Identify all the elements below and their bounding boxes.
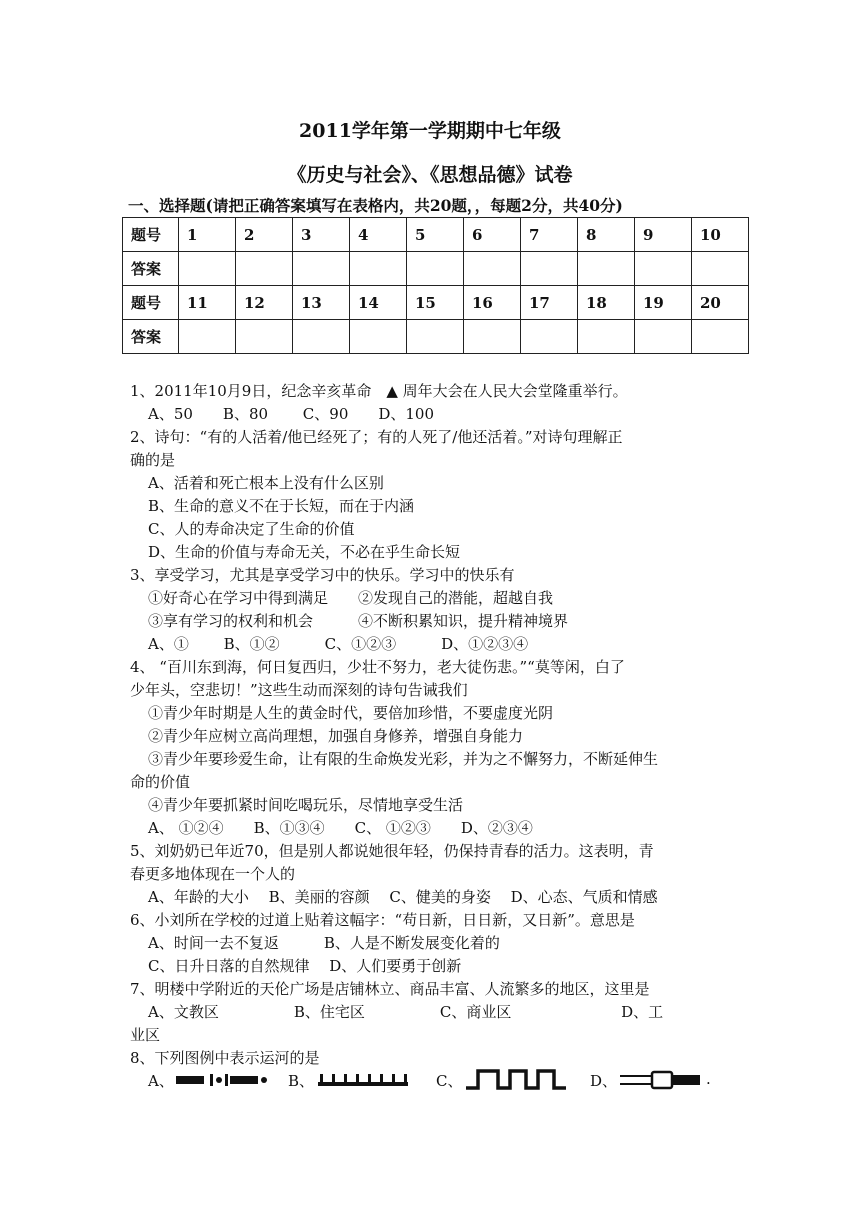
question-number-cell: 1 xyxy=(179,218,236,252)
question-number-cell: 15 xyxy=(407,286,464,320)
question-number-cell: 14 xyxy=(350,286,407,320)
question-number-row xyxy=(123,286,749,320)
answer-cell[interactable] xyxy=(236,320,293,354)
option-line: B、生命的意义不在于长短，而在于内涵 xyxy=(148,497,415,515)
question-number-cell: 11 xyxy=(179,286,236,320)
question-number-cell: 19 xyxy=(635,286,692,320)
answer-cell[interactable] xyxy=(179,252,236,286)
question-number-cell: 12 xyxy=(236,286,293,320)
answer-row xyxy=(123,320,749,354)
answer-cell[interactable] xyxy=(521,252,578,286)
question-line: 5、刘奶奶已年近70，但是别人都说她很年轻，仍保持青春的活力。这表明，青 xyxy=(130,842,654,860)
question-number-cell: 17 xyxy=(521,286,578,320)
statement-line: ②青少年应树立高尚理想，加强自身修养，增强自身能力 xyxy=(148,727,524,745)
question-number-cell: 6 xyxy=(464,218,521,252)
question-line: 2、诗句：“有的人活着/他已经死了；有的人死了/他还活着。”对诗句理解正 xyxy=(130,428,623,446)
exam-title-line1: 2011学年第一学期期中七年级 xyxy=(299,120,561,142)
question-number-cell: 2 xyxy=(236,218,293,252)
legend-option-c xyxy=(436,1066,576,1094)
option-line: A、文教区 B、住宅区 C、商业区 D、工 xyxy=(148,1003,664,1021)
row-label-answer: 答案 xyxy=(123,320,179,354)
answer-row xyxy=(123,252,749,286)
question-number-cell: 7 xyxy=(521,218,578,252)
answer-cell[interactable] xyxy=(692,320,749,354)
option-line: C、人的寿命决定了生命的价值 xyxy=(148,520,355,538)
question-number-cell: 13 xyxy=(293,286,350,320)
statement-line: ①青少年时期是人生的黄金时代，要倍加珍惜，不要虚度光阴 xyxy=(148,704,554,722)
option-line: A、① B、①② C、①②③ D、①②③④ xyxy=(148,635,529,653)
question-number-cell: 5 xyxy=(407,218,464,252)
row-label-question: 题号 xyxy=(123,286,179,320)
question-number-cell: 8 xyxy=(578,218,635,252)
statement-line: ③青少年要珍爱生命，让有限的生命焕发光彩，并为之不懈努力，不断延伸生 xyxy=(148,750,659,768)
question-line: 6、小刘所在学校的过道上贴着这幅字：“苟日新，日日新，又日新”。意思是 xyxy=(130,911,635,929)
statement-line: ④青少年要抓紧时间吃喝玩乐，尽情地享受生活 xyxy=(148,796,464,814)
answer-cell[interactable] xyxy=(407,320,464,354)
question-line: 少年头，空悲切！”这些生动而深刻的诗句告诫我们 xyxy=(130,681,468,699)
great-wall-symbol-icon xyxy=(464,1066,574,1094)
legend-label-c: C、 xyxy=(436,1072,463,1090)
answer-cell[interactable] xyxy=(578,252,635,286)
statement-line: ①好奇心在学习中得到满足 ②发现自己的潜能，超越自我 xyxy=(148,589,554,607)
question-line: 确的是 xyxy=(130,451,176,469)
legend-label-a: A、 xyxy=(148,1072,174,1090)
question-number-cell: 9 xyxy=(635,218,692,252)
answer-cell[interactable] xyxy=(464,320,521,354)
answer-cell[interactable] xyxy=(578,320,635,354)
boundary-line-symbol-icon xyxy=(316,1066,412,1094)
answer-cell[interactable] xyxy=(635,252,692,286)
legend-option-d xyxy=(590,1066,730,1094)
answer-cell[interactable] xyxy=(350,252,407,286)
option-line: C、日升日落的自然规律 D、人们要勇于创新 xyxy=(148,957,462,975)
statement-line: ③享有学习的权利和机会 ④不断积累知识，提升精神境界 xyxy=(148,612,569,630)
canal-lock-symbol-icon xyxy=(618,1066,714,1094)
answer-cell[interactable] xyxy=(464,252,521,286)
row-label-answer: 答案 xyxy=(123,252,179,286)
railway-symbol-icon xyxy=(174,1066,274,1094)
answer-cell[interactable] xyxy=(293,320,350,354)
legend-option-a xyxy=(148,1066,278,1094)
option-line: 业区 xyxy=(130,1026,161,1044)
answer-cell[interactable] xyxy=(293,252,350,286)
exam-title-line2: 《历史与社会》、《思想品德》试卷 xyxy=(287,164,573,186)
question-line: 春更多地体现在一个人的 xyxy=(130,865,296,883)
option-line: A、时间一去不复返 B、人是不断发展变化着的 xyxy=(148,934,500,952)
section-heading: 一、选择题(请把正确答案填写在表格内，共20题，，每题2分，共40分) xyxy=(128,196,623,215)
legend-label-d: D、 xyxy=(590,1072,618,1090)
row-label-question: 题号 xyxy=(123,218,179,252)
option-line: D、生命的价值与寿命无关，不必在乎生命长短 xyxy=(148,543,461,561)
option-line: A、活着和死亡根本上没有什么区别 xyxy=(148,474,384,492)
question-number-row xyxy=(123,218,749,252)
option-line: A、50 B、80 C、90 D、100 xyxy=(148,405,435,423)
question-number-cell: 3 xyxy=(293,218,350,252)
question-number-cell: 20 xyxy=(692,286,749,320)
statement-line: 命的价值 xyxy=(130,773,191,791)
answer-cell[interactable] xyxy=(179,320,236,354)
answer-cell[interactable] xyxy=(407,252,464,286)
question-number-cell: 16 xyxy=(464,286,521,320)
answer-cell[interactable] xyxy=(236,252,293,286)
legend-trailing-period: . xyxy=(706,1070,711,1088)
question-line: 8、下列图例中表示运河的是 xyxy=(130,1049,320,1067)
option-line: A、 ①②④ B、①③④ C、 ①②③ D、②③④ xyxy=(148,819,533,837)
answer-cell[interactable] xyxy=(692,252,749,286)
legend-label-b: B、 xyxy=(288,1072,315,1090)
legend-option-b xyxy=(288,1066,418,1094)
answer-cell[interactable] xyxy=(350,320,407,354)
option-line: A、年龄的大小 B、美丽的容颜 C、健美的身姿 D、心态、气质和情感 xyxy=(148,888,658,906)
question-line: 1、2011年10月9日，纪念辛亥革命 ▲ 周年大会在人民大会堂隆重举行。 xyxy=(130,382,628,400)
question-number-cell: 4 xyxy=(350,218,407,252)
answer-table xyxy=(122,217,749,354)
question-line: 3、享受学习，尤其是享受学习中的快乐。学习中的快乐有 xyxy=(130,566,515,584)
answer-cell[interactable] xyxy=(521,320,578,354)
answer-cell[interactable] xyxy=(635,320,692,354)
question-number-cell: 18 xyxy=(578,286,635,320)
question-line: 7、明楼中学附近的天伦广场是店铺林立、商品丰富、人流繁多的地区，这里是 xyxy=(130,980,650,998)
question-number-cell: 10 xyxy=(692,218,749,252)
question-line: 4、 “百川东到海，何日复西归，少壮不努力，老大徒伤悲。”“莫等闲，白了 xyxy=(130,658,625,676)
